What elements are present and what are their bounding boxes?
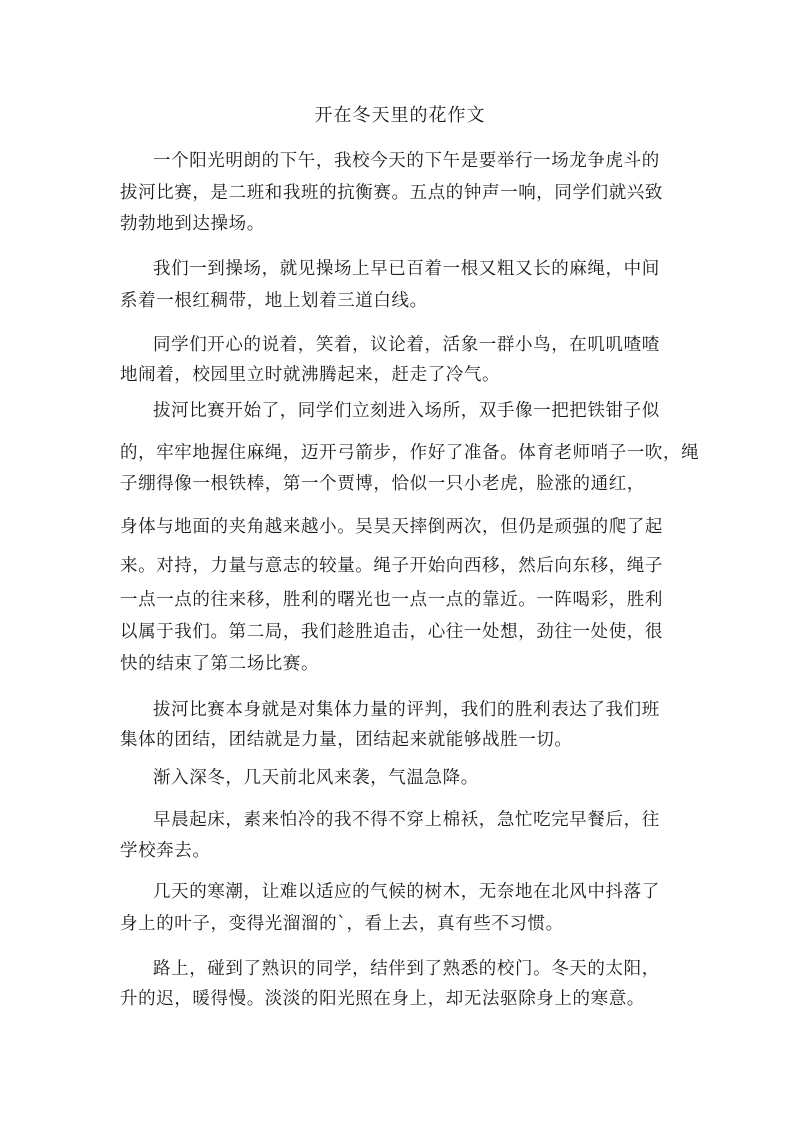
text-line: 地闹着，校园里立时就沸腾起来，赶走了冷气。 — [120, 365, 501, 385]
text-line: 拔河比赛，是二班和我班的抗衡赛。五点的钟声一响，同学们就兴致 — [120, 183, 663, 203]
text-line: 一点一点的往来移，胜利的曙光也一点一点的靠近。一阵喝彩，胜利 — [120, 590, 663, 610]
text-line: 来。对持，力量与意志的较量。绳子开始向西移，然后向东移，绳子 — [120, 556, 663, 576]
text-line: 集体的团结，团结就是力量，团结起来就能够战胜一切。 — [120, 730, 573, 750]
document-title: 开在冬天里的花作文 — [314, 105, 486, 126]
text-line: 身体与地面的夹角越来越小。吴昊天摔倒两次，但仍是顽强的爬了起 — [120, 517, 663, 537]
text-line: 路上，碰到了熟识的同学，结伴到了熟悉的校门。冬天的太阳， — [153, 959, 660, 979]
text-line: 升的迟，暖得慢。淡淡的阳光照在身上，却无法驱除身上的寒意。 — [120, 989, 645, 1009]
text-line: 渐入深冬，几天前北风来袭，气温急降。 — [153, 768, 479, 788]
text-line: 以属于我们。第二局，我们趁胜追击，心往一处想，劲往一处使，很 — [120, 622, 663, 642]
text-line: 拔河比赛开始了，同学们立刻进入场所，双手像一把把铁钳子似 — [153, 401, 660, 421]
text-line: 的，牢牢地握住麻绳，迈开弓箭步，作好了准备。体育老师哨子一吹，绳 — [120, 443, 700, 463]
text-line: 同学们开心的说着，笑着，议论着，活象一群小鸟，在叽叽喳喳 — [153, 335, 660, 355]
text-line: 学校奔去。 — [120, 841, 211, 861]
text-line: 早晨起床，素来怕冷的我不得不穿上棉袄，急忙吃完早餐后，往 — [153, 810, 660, 830]
text-line: 快的结束了第二场比赛。 — [120, 654, 320, 674]
text-line: 拔河比赛本身就是对集体力量的评判，我们的胜利表达了我们班 — [153, 700, 660, 720]
text-line: 我们一到操场，就见操场上早已百着一根又粗又长的麻绳，中间 — [153, 259, 660, 279]
text-line: 勃勃地到达操场。 — [120, 214, 265, 234]
text-line: 子绷得像一根铁棒，第一个贾博，恰似一只小老虎，脸涨的通红， — [120, 474, 645, 494]
text-line: 系着一根红稠带，地上划着三道白线。 — [120, 291, 428, 311]
text-line: 身上的叶子，变得光溜溜的`，看上去，真有些不习惯。 — [120, 914, 564, 934]
text-line: 一个阳光明朗的下午，我校今天的下午是要举行一场龙争虎斗的 — [153, 151, 660, 171]
text-line: 几天的寒潮，让难以适应的气候的树木，无奈地在北风中抖落了 — [153, 882, 660, 902]
